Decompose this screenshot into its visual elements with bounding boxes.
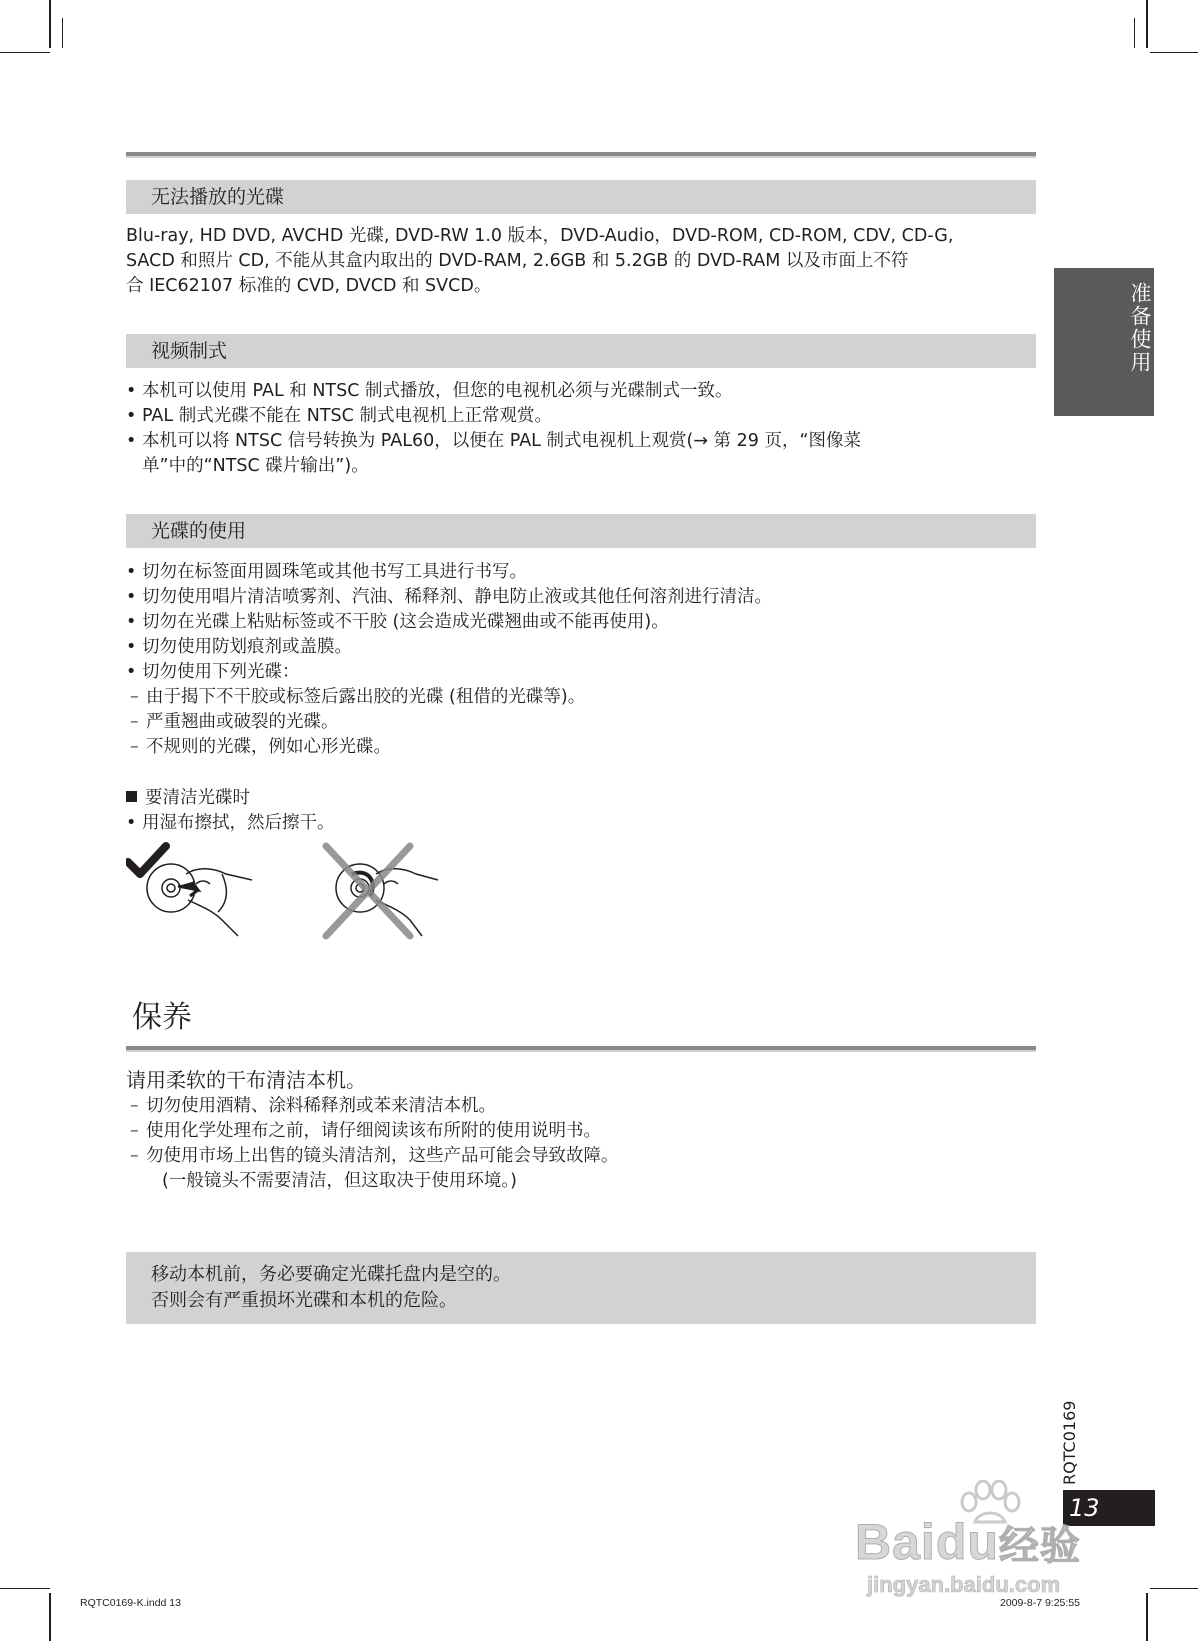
section-title-disc-use: 光碟的使用 — [126, 514, 1036, 548]
watermark-brand — [855, 1514, 1081, 1574]
section-title-unplayable: 无法播放的光碟 — [126, 180, 1036, 214]
crop-mark-br-v — [1146, 1593, 1148, 1641]
correct-wiping-illustration — [126, 840, 266, 940]
crop-mark-tl-h — [0, 52, 50, 53]
maintenance-title: 保养 — [132, 1000, 192, 1035]
sub-list-item: – 不规则的光碟，例如心形光碟。 — [126, 735, 1041, 760]
sub-list-item: – 使用化学处理布之前，请仔细阅读该布所附的使用说明书。 — [126, 1119, 1041, 1144]
sub-list-item: – 勿使用市场上出售的镜头清洁剂，这些产品可能会导致故障。 — [126, 1144, 1041, 1169]
list-item: • 本机可以将 NTSC 信号转换为 PAL60，以便在 PAL 制式电视机上观赏(→ 第 29 页，“图像菜 — [126, 429, 1041, 454]
page-number: 13 — [1063, 1490, 1155, 1526]
crop-mark-tl-v2 — [62, 18, 63, 48]
maintenance-lead: 请用柔软的干布清洁本机。 — [126, 1068, 366, 1092]
checkmark-icon — [128, 846, 166, 874]
unplayable-line: SACD 和照片 CD, 不能从其盒内取出的 DVD-RAM, 2.6GB 和 5.2GB 的 DVD-RAM 以及市面上不符 — [126, 251, 909, 271]
maintenance-note: (一般镜头不需要清洁，但这取决于使用环境。) — [162, 1171, 517, 1191]
section-title-video-format: 视频制式 — [126, 334, 1036, 368]
warning-line: 否则会有严重损坏光碟和本机的危险。 — [151, 1290, 457, 1311]
list-item-continuation: 单”中的“NTSC 碟片输出”)。 — [142, 456, 369, 476]
cross-icon — [326, 846, 410, 936]
footer-timestamp: 2009-8-7 9:25:55 — [1000, 1597, 1080, 1609]
side-tab-getting-started: 准备使用 — [1054, 268, 1154, 416]
crop-mark-tr-v2 — [1134, 18, 1135, 48]
wipe-arrow-icon — [178, 882, 198, 896]
top-rule — [126, 152, 1036, 158]
list-item: • 用湿布擦拭，然后擦干。 — [126, 811, 1041, 836]
list-item: • 切勿使用唱片清洁喷雾剂、汽油、稀释剂、静电防止液或其他任何溶剂进行清洁。 — [126, 585, 1041, 610]
sub-list-item: – 严重翘曲或破裂的光碟。 — [126, 710, 1041, 735]
list-item: • 切勿在标签面用圆珠笔或其他书写工具进行书写。 — [126, 560, 1041, 585]
unplayable-line: 合 IEC62107 标准的 CVD, DVCD 和 SVCD。 — [126, 276, 492, 296]
doc-code-text: RQTC0169 — [1060, 1400, 1079, 1485]
list-item: • 切勿使用下列光碟： — [126, 660, 1041, 685]
incorrect-wiping-illustration — [318, 838, 448, 942]
sub-list-item: – 切勿使用酒精、涂料稀释剂或苯来清洁本机。 — [126, 1094, 1041, 1119]
crop-mark-br-h — [1150, 1588, 1198, 1589]
hand-icon — [376, 869, 438, 936]
cleaning-list — [126, 811, 1041, 836]
doc-code — [1054, 1380, 1084, 1485]
crop-mark-tr-h — [1150, 52, 1198, 53]
crop-mark-bl-v — [49, 1593, 51, 1641]
unplayable-line: Blu-ray, HD DVD, AVCHD 光碟, DVD-RW 1.0 版本，DVD-Audio，DVD-ROM, CD-ROM, CDV, CD-G, — [126, 226, 954, 246]
list-item: • 本机可以使用 PAL 和 NTSC 制式播放，但您的电视机必须与光碟制式一致。 — [126, 379, 1041, 404]
hand-icon — [186, 869, 252, 936]
warning-line: 移动本机前，务必要确定光碟托盘内是空的。 — [151, 1264, 511, 1285]
footer-filename: RQTC0169-K.indd 13 — [80, 1597, 181, 1609]
warning-box — [126, 1252, 1036, 1324]
list-item: • PAL 制式光碟不能在 NTSC 制式电视机上正常观赏。 — [126, 404, 1041, 429]
crop-mark-tl-v — [49, 0, 51, 48]
square-bullet-icon — [126, 791, 137, 802]
cleaning-heading — [126, 786, 250, 811]
watermark-brand-du: du — [935, 1514, 999, 1570]
disc-use-list — [126, 560, 1041, 760]
baidu-watermark — [855, 1480, 1145, 1600]
watermark-url: jingyan.baidu.com — [867, 1572, 1061, 1597]
list-item: • 切勿在光碟上粘贴标签或不干胶 (这会造成光碟翘曲或不能再使用)。 — [126, 610, 1041, 635]
watermark-brand-bai: Bai — [855, 1514, 936, 1570]
crop-mark-tr-v — [1146, 0, 1148, 48]
maintenance-rule — [126, 1046, 1036, 1052]
watermark-brand-cn: 经验 — [998, 1524, 1081, 1568]
cleaning-heading-text: 要清洁光碟时 — [145, 788, 250, 808]
crop-mark-bl-h — [0, 1588, 50, 1589]
list-item: • 切勿使用防划痕剂或盖膜。 — [126, 635, 1041, 660]
sub-list-item: – 由于揭下不干胶或标签后露出胶的光碟 (租借的光碟等)。 — [126, 685, 1041, 710]
unplayable-paragraph — [126, 224, 1041, 299]
video-format-list — [126, 379, 1041, 479]
maintenance-list — [126, 1094, 1041, 1194]
